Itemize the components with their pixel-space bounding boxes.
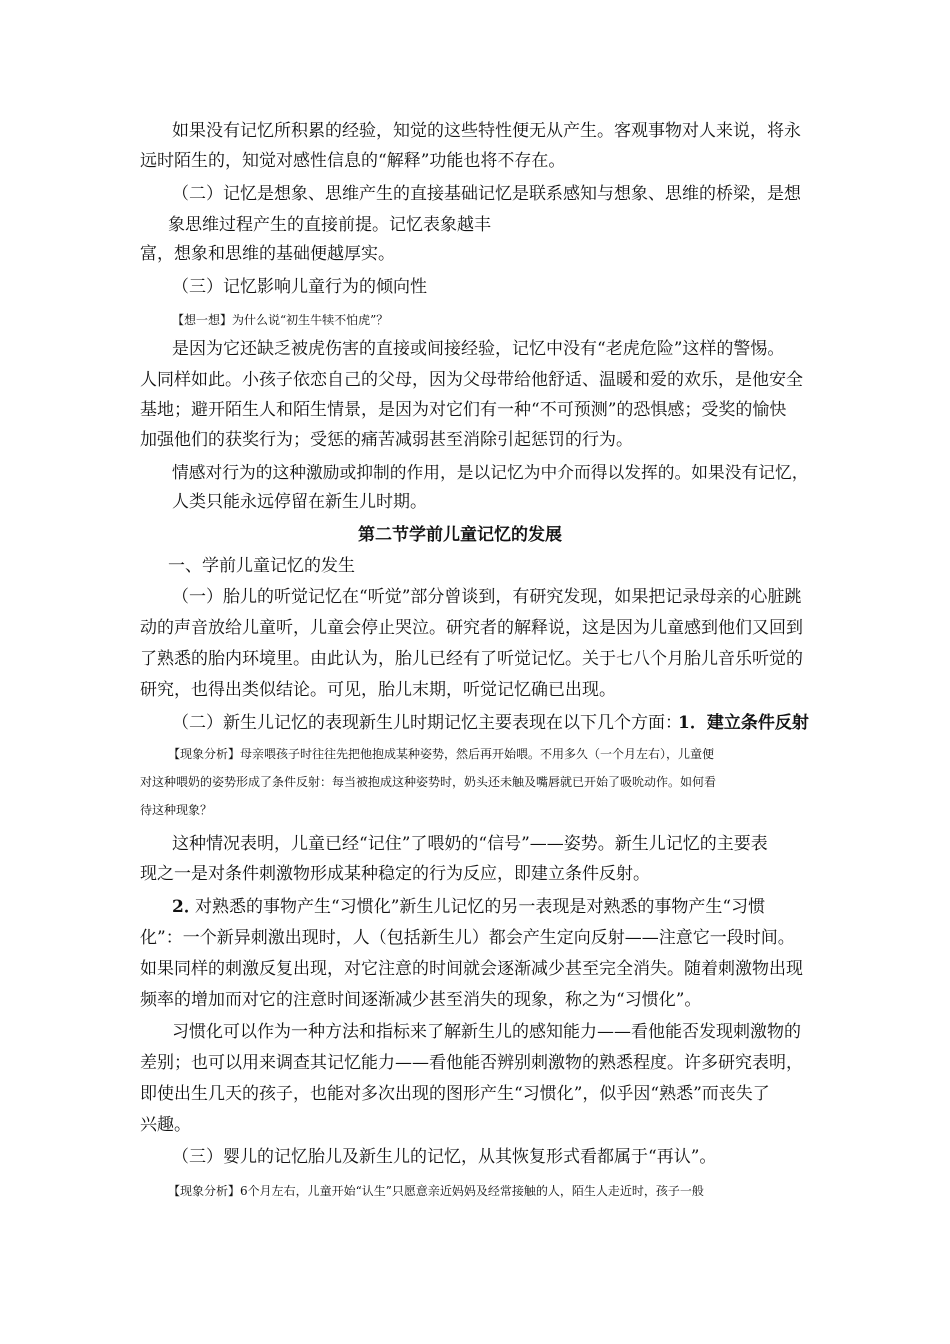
paragraph-line: （三）婴儿的记忆胎儿及新生儿的记忆，从其恢复形式看都属于“再认”。 xyxy=(172,1147,717,1167)
callout-line: 【现象分析】6个月左右，儿童开始“认生”只愿意亲近妈妈及经常接触的人，陌生人走近时，孩子一般 xyxy=(168,1184,704,1198)
paragraph-line: 人同样如此。小孩子依恋自己的父母，因为父母带给他舒适、温暖和爱的欢乐，是他安全 xyxy=(140,370,803,390)
section-heading: 第二节学前儿童记忆的发展 xyxy=(358,525,562,545)
paragraph-line: 如果同样的刺激反复出现，对它注意的时间就会逐渐减少甚至完全消失。随着刺激物出现 xyxy=(140,959,803,979)
callout-line: 【想一想】为什么说“初生牛犊不怕虎”？ xyxy=(172,313,389,327)
paragraph-line: 远时陌生的，知觉对感性信息的“解释”功能也将不存在。 xyxy=(140,151,566,171)
paragraph-line: 了熟悉的胎内环境里。由此认为，胎儿已经有了听觉记忆。关于七八个月胎儿音乐听觉的 xyxy=(140,649,803,669)
paragraph-line: 动的声音放给儿童听，儿童会停止哭泣。研究者的解释说，这是因为儿童感到他们又回到 xyxy=(140,618,803,638)
paragraph-line: 情感对行为的这种激励或抑制的作用，是以记忆为中介而得以发挥的。如果没有记忆， xyxy=(172,462,809,482)
callout-line: 对这种喂奶的姿势形成了条件反射：每当被抱成这种姿势时，奶头还未触及嘴唇就已开始了吸吮动作。如何看 xyxy=(140,775,717,789)
paragraph-line: 习惯化可以作为一种方法和指标来了解新生儿的感知能力——看他能否发现刺激物的 xyxy=(172,1022,801,1042)
paragraph-line: 象思维过程产生的直接前提。记忆表象越丰 xyxy=(168,215,491,235)
paragraph-line: 对熟悉的事物产生“习惯化”新生儿记忆的另一表现是对熟悉的事物产生“习惯 xyxy=(195,897,766,917)
paragraph-line: 富，想象和思维的基础便越厚实。 xyxy=(140,244,395,264)
paragraph-line: 研究，也得出类似结论。可见，胎儿末期，听觉记忆确已出现。 xyxy=(140,680,616,700)
callout-line: 待这种现象？ xyxy=(140,803,213,817)
paragraph-line: 人类只能永远停留在新生儿时期。 xyxy=(172,492,427,512)
paragraph-line: 现之一是对条件刺激物形成某种稳定的行为反应，即建立条件反射。 xyxy=(140,864,650,884)
paragraph-line: 加强他们的获奖行为；受惩的痛苦减弱甚至消除引起惩罚的行为。 xyxy=(140,430,633,450)
paragraph-line: 基地；避开陌生人和陌生情景，是因为对它们有一种“不可预测”的恐惧感；受奖的愉快 xyxy=(140,400,787,420)
paragraph-line: 即使出生几天的孩子，也能对多次出现的图形产生“习惯化”，似乎因“熟悉”而丧失了 xyxy=(140,1084,770,1104)
paragraph-line: （二）新生儿记忆的表现新生儿时期记忆主要表现在以下几个方面： xyxy=(172,713,682,733)
paragraph-line: 如果没有记忆所积累的经验，知觉的这些特性便无从产生。客观事物对人来说，将永 xyxy=(172,121,801,141)
paragraph-line: 这种情况表明，儿童已经“记住”了喂奶的“信号”——姿势。新生儿记忆的主要表 xyxy=(172,834,768,854)
subheading-line: 一、学前儿童记忆的发生 xyxy=(168,556,355,576)
callout-line: 【现象分析】母亲喂孩子时往往先把他抱成某种姿势，然后再开始喂。不用多久（一个月左右），儿童便 xyxy=(168,747,715,761)
paragraph-line: 差别；也可以用来调查其记忆能力——看他能否辨别刺激物的熟悉程度。许多研究表明， xyxy=(140,1053,803,1073)
paragraph-line: 频率的增加而对它的注意时间逐渐减少甚至消失的现象，称之为“习惯化”。 xyxy=(140,990,702,1010)
list-item-label: 1．建立条件反射 xyxy=(678,713,809,733)
paragraph-line: 化”：一个新异刺激出现时，人（包括新生儿）都会产生定向反射——注意它一段时间。 xyxy=(140,928,795,948)
paragraph-line: 兴趣。 xyxy=(140,1115,191,1135)
paragraph-line: （一）胎儿的听觉记忆在“听觉”部分曾谈到，有研究发现，如果把记录母亲的心脏跳 xyxy=(172,587,802,607)
paragraph-line: 是因为它还缺乏被虎伤害的直接或间接经验，记忆中没有“老虎危险”这样的警惕。 xyxy=(172,339,785,359)
subheading-line: （三）记忆影响儿童行为的倾向性 xyxy=(172,277,427,297)
list-item-label: 2． xyxy=(172,897,201,917)
paragraph-line: （二）记忆是想象、思维产生的直接基础记忆是联系感知与想象、思维的桥梁，是想 xyxy=(172,184,801,204)
